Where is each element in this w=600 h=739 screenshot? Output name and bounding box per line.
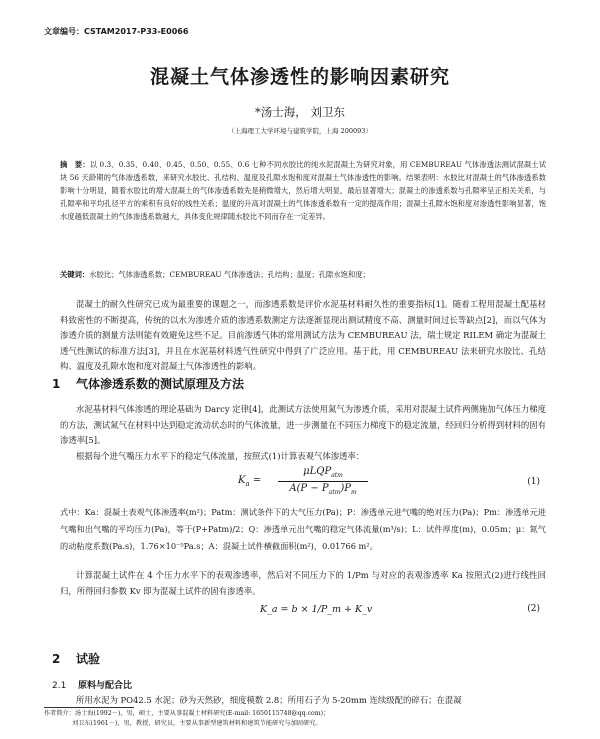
equation-1: $K_a$ = μLQP$_{atm}$ $A(P - P_{atm})P_m$	[238, 466, 398, 500]
section-1-paragraph-3: 计算混凝土试件在 4 个压力水平下的表观渗透率，然后对不同压力下的 1/Pm 与对应的表观渗透率 Ka 按照式(2)进行线性回归，所得回归参数 Kv 即为混凝土试件的固有渗透率。	[60, 570, 546, 596]
section-2-title: 试验	[76, 652, 101, 666]
authors: *汤士海， 刘卫东	[255, 105, 345, 119]
section-1-heading	[52, 375, 244, 392]
paper-title: 混凝土气体渗透性的影响因素研究	[149, 66, 450, 88]
equation-2: K_a = b × 1/P_m + K_v	[260, 604, 373, 615]
keywords-label: 关键词：	[60, 270, 90, 279]
equation-2-number: (2)	[527, 604, 540, 614]
section-2-number: 2	[52, 652, 61, 666]
section-1-title: 气体渗透系数的测试原理及方法	[76, 377, 245, 391]
section-2-1-paragraph: 所用水泥为 PO42.5 水泥；砂为天然砂，细度模数 2.8；所用石子为 5-20mm 连续级配的碎石；在混凝	[76, 695, 462, 705]
eq1-numerator: μLQP	[303, 466, 332, 477]
eq1-num-sub: atm	[331, 472, 343, 479]
footnote-rule	[44, 707, 134, 708]
eq1-lhs-sub: a	[245, 480, 250, 488]
section-2-heading	[52, 650, 100, 667]
keywords	[60, 270, 546, 280]
eq1-fraction-bar	[278, 481, 368, 482]
footnote-author-2: 刘卫东(1961－)，男，教授，研究员，主要从事新型建筑材料和建筑节能研究与加固研究。	[72, 720, 322, 727]
eq1-lhs: K	[238, 475, 246, 486]
abstract-label: 摘 要：	[60, 160, 90, 169]
subsection-2-1-heading	[52, 678, 132, 691]
abstract	[60, 158, 546, 223]
abstract-text: 以 0.3、0.35、0.40、0.45、0.50、0.55、0.6 七种不同水胶比的纯水泥混凝土为研究对象，用 CEMBUREAU 气体渗透法测试混凝土试块 56 天龄期的气体渗透系数，来研究水胶比、孔结构、温度及孔隙水饱和度对混凝土气体渗透性的影响。结果表明：水胶比对混凝土的气体渗透系数影响十分明显，随着水胶比的增大混凝土的气体渗透系数先是稍微增大，然后增大明显，最后显著增大；混凝土的渗透系数与孔隙率呈正相关关系，与孔隙率和平均孔径平方的乘积有良好的线性关系；温度的升高对混凝土的气体渗透系数有一定的提高作用；混凝土孔隙水饱和度对渗透性影响显著，饱水度越低混凝土的气体渗透系数越大，具体变化规律随水胶比不同而存在一定差异。	[60, 160, 547, 222]
article-number: 文章编号：CSTAM2017-P33-E0066	[44, 27, 189, 36]
eq1-denominator: A(P − P	[289, 483, 329, 494]
keywords-text: 水胶比；气体渗透系数；CEMBUREAU 气体渗透法；孔结构；温度；孔隙水饱和度；	[89, 270, 370, 279]
section-1-paragraph-2: 根据每个进气嘴压力水平下的稳定气体流量，按照式(1)计算表观气体渗透率：	[76, 451, 365, 461]
section-1-paragraph-1: 水泥基材料气体渗透的理论基础为 Darcy 定律[4]，此测试方法使用氮气为渗透介质，采用对混凝土试件两侧施加气体压力梯度的方法，测试氮气在材料中达到稳定流动状态时的气体流量，进一步测量在不同压力梯度下的稳定流量，经回归分析得到材料的固有渗透率[5]。	[60, 404, 546, 446]
section-1-number: 1	[52, 377, 61, 391]
affiliation: （上海理工大学环境与建筑学院，上海 200093）	[228, 127, 372, 135]
footnote-author-1: 作者简介：汤士海(1992－)，男，硕士，主要从事混凝土材料研究(E-mail: 1650115748@qq.com)；	[44, 710, 330, 717]
eq1-den-tail: )P	[340, 483, 351, 494]
eq1-den-sub: atm	[328, 489, 341, 496]
subsection-2-1-title: 原料与配合比	[78, 681, 133, 691]
subsection-2-1-number: 2.1	[52, 681, 67, 691]
intro-paragraph: 混凝土的耐久性研究已成为最重要的课题之一，而渗透系数是评价水泥基材料耐久性的重要指标[1]。随着工程用混凝土配基材料致密性的不断提高，传统的以水为渗透介质的渗透系数测定方法逐渐显现出测试精度不高、测量时间过长等缺点[2]，而以气体为渗透介质的测量方法则能有效避免这些不足。目前渗透气体的常用测试方法为 CEMBUREAU 法，瑞士规定 RILEM 确定为混凝土透气性测试的标准方法[3]，并且在水泥基材料透气性研究中得到了广泛应用。基于此，用 CEMBUREAU 法来研究水胶比、孔结构、温度及孔隙水饱和度对混凝土气体渗透性的影响。	[60, 299, 546, 372]
eq1-den-tail-sub: m	[350, 489, 357, 496]
equation-1-number: (1)	[527, 477, 540, 487]
variable-definitions: 式中：Ka：混凝土表观气体渗透率(m²)；Patm：测试条件下的大气压力(Pa)；P：渗透单元进气嘴的绝对压力(Pa)；Pm：渗透单元进气嘴和出气嘴的平均压力(Pa)，等于(P+Patm)/2；Q：渗透单元出气嘴的稳定气体流量(m³/s)；L：试件厚度(m)，0.05m；μ：氮气的动粘度系数(Pa.s)，1.76×10⁻⁵Pa.s；A：混凝土试件横截面积(m²)，0.01766 m²。	[60, 507, 546, 551]
